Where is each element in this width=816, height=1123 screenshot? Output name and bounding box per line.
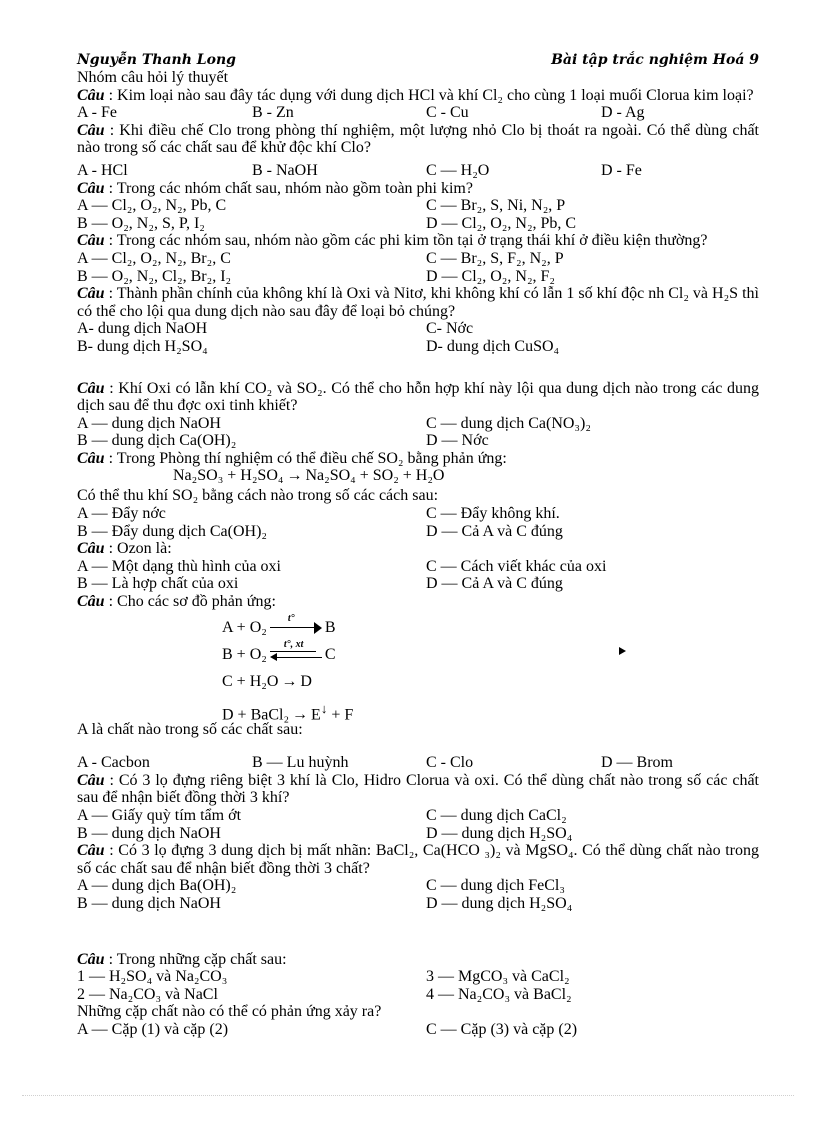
option-c: C — dung dịch FeCl₃	[426, 877, 565, 895]
option-d: D — Brom	[601, 754, 673, 772]
cau-label: Câu	[77, 593, 105, 611]
option-a: A - HCl	[77, 161, 128, 179]
cau-label: Câu	[77, 86, 105, 104]
reaction-right: D	[300, 672, 312, 690]
options-row	[77, 523, 759, 541]
options-row	[77, 320, 759, 338]
option-d: D — dung dịch H₂SO₄	[426, 824, 573, 842]
pair-1: 1 — H₂SO₄ và Na₂CO₃	[77, 968, 228, 986]
option-d: D — Nớc	[426, 432, 489, 450]
options-row	[77, 415, 759, 433]
option-a: A — Cl₂, O₂, N₂, Br₂, C	[77, 249, 231, 267]
option-c: C — dung dịch Ca(NO₃)₂	[426, 414, 591, 432]
option-d: D — dung dịch H₂SO₄	[426, 894, 573, 912]
option-a: A - Fe	[77, 104, 117, 122]
cau-label: Câu	[77, 950, 105, 968]
question-2	[77, 122, 759, 157]
option-b: B - NaOH	[252, 161, 318, 179]
options-row	[77, 895, 759, 913]
option-d: D — Cl₂, O₂, N₂, F₂	[426, 267, 555, 285]
option-b: B — dung dịch NaOH	[77, 824, 221, 842]
equation-right: Na₂SO₄ + SO₂ + H₂O	[305, 467, 445, 485]
reaction-right-extra: + F	[327, 705, 354, 723]
option-c: C — dung dịch CaCl₂	[426, 807, 567, 824]
question-11	[77, 842, 759, 877]
option-a: A — Một dạng thù hình của oxi	[77, 557, 281, 575]
option-c: C — Br₂, S, Ni, N₂, P	[426, 197, 566, 215]
option-b: B — dung dịch NaOH	[77, 894, 221, 912]
option-a: A — Đẩy nớc	[77, 505, 166, 523]
arrow-right-icon	[270, 612, 322, 634]
reaction-condition: t°	[287, 612, 295, 624]
option-a: A- dung dịch NaOH	[77, 320, 208, 338]
question-12	[77, 951, 759, 969]
option-b: B — dung dịch Ca(OH)₂	[77, 432, 237, 450]
cau-label: Câu	[77, 771, 105, 789]
option-a: A — Giấy quỳ tím tẩm ớt	[77, 807, 242, 824]
options-row	[77, 197, 759, 215]
pair-3: 3 — MgCO₃ và CaCl₂	[426, 968, 570, 986]
options-row	[77, 505, 759, 523]
question-6	[77, 380, 759, 415]
cau-label: Câu	[77, 540, 105, 558]
reaction-left: A + O₂	[222, 618, 267, 636]
cau-label: Câu	[77, 121, 105, 139]
question-text: : Cho các sơ đồ phản ứng:	[104, 593, 276, 611]
question-subtext: A là chất nào trong số các chất sau:	[77, 720, 303, 738]
pair-4: 4 — Na₂CO₃ và BaCl₂	[426, 985, 572, 1003]
section-title: Nhóm câu hỏi lý thuyết	[77, 69, 229, 86]
question-text: : Khi điều chế Clo trong phòng thí nghiệm, một lượng nhỏ Clo bị thoát ra ngoài. Có thể dùng chất nào trong số các chất sau để khử độc khí Clo?	[77, 121, 759, 157]
options-row	[77, 104, 759, 122]
header-title: Bài tập trắc nghiệm Hoá 9	[551, 52, 759, 68]
option-b: B — Lu huỳnh	[252, 754, 349, 772]
question-text: : Thành phần chính của không khí là Oxi và Nitơ, khi không khí có lẫn 1 số khí độc nh Cl₂ và H₂S thì có thể cho lội qua dung dịch nào sau đây để loại bỏ chúng?	[77, 285, 759, 320]
header-author: Nguyễn Thanh Long	[77, 52, 236, 68]
question-text: : Khí Oxi có lẫn khí CO₂ và SO₂. Có thể cho hỗn hợp khí này lội qua dung dịch nào trong các dung dịch sau để thu đợc oxi tinh khiết?	[77, 379, 759, 415]
cau-label: Câu	[77, 285, 105, 303]
pairs-row	[77, 968, 759, 986]
question-10	[77, 772, 759, 807]
question-text: : Trong các nhóm sau, nhóm nào gồm các phi kim tồn tại ở trạng thái khí ở điều kiện thường?	[104, 232, 708, 250]
options-row	[77, 807, 759, 825]
question-3	[77, 180, 759, 198]
question-text: : Ozon là:	[104, 540, 172, 558]
question-subtext: Những cặp chất nào có thể có phản ứng xảy ra?	[77, 1003, 382, 1021]
option-a: A — Cl₂, O₂, N₂, Pb, C	[77, 197, 227, 215]
options-row	[77, 754, 759, 772]
arrow-right-icon: →	[292, 705, 309, 723]
option-d: D - Fe	[601, 161, 642, 179]
reaction-left: D + BaCl₂	[222, 705, 290, 723]
options-row	[77, 432, 759, 450]
arrow-right-icon: →	[286, 467, 303, 485]
reversible-arrow-icon	[270, 638, 322, 661]
options-row	[77, 215, 759, 233]
question-text: : Kim loại nào sau đây tác dụng với dung dịch HCl và khí Cl₂ cho cùng 1 loại muối Clorua kim loại?	[104, 86, 754, 104]
spacer	[77, 356, 759, 380]
pairs-row	[77, 986, 759, 1004]
option-b: B — Là hợp chất của oxi	[77, 575, 239, 593]
option-a: A - Cacbon	[77, 754, 150, 772]
page-header	[77, 52, 759, 69]
option-c: C — Cách viết khác của oxi	[426, 557, 607, 575]
options-row	[77, 250, 759, 268]
question-1	[77, 87, 759, 105]
options-row	[77, 1021, 759, 1039]
question-text: : Trong Phòng thí nghiệm có thể điều chế SO₂ bằng phản ứng:	[104, 449, 507, 467]
cau-label: Câu	[77, 842, 105, 860]
reaction-3	[77, 673, 759, 700]
option-c: C — Cặp (3) và cặp (2)	[426, 1020, 578, 1038]
reaction-2	[77, 638, 759, 673]
option-b: B — O₂, N₂, Cl₂, Br₂, I₂	[77, 267, 232, 285]
option-a: A — Cặp (1) và cặp (2)	[77, 1020, 229, 1038]
option-b: B - Zn	[252, 104, 294, 122]
options-row	[77, 268, 759, 286]
option-c: C - Cu	[426, 104, 469, 122]
question-text: : Có 3 lọ đựng riêng biệt 3 khí là Clo, Hidro Clorua và oxi. Có thể dùng chất nào trong số các chất sau để nhận biết đồng thời 3 khí?	[77, 771, 759, 807]
question-4	[77, 232, 759, 250]
option-c: C — Đẩy không khí.	[426, 505, 560, 523]
question-9	[77, 593, 759, 611]
question-text: : Có 3 lọ đựng 3 dung dịch bị mất nhãn: BaCl₂, Ca(HCO ₃)₂ và MgSO₄. Có thể dùng chất nào trong số các chất sau để nhận biết đồng thời 3 chất?	[77, 842, 759, 877]
reaction-right: B	[324, 618, 336, 636]
options-row	[77, 825, 759, 843]
reaction-condition: t°, xt	[283, 638, 304, 650]
reaction-equation	[77, 467, 759, 487]
arrow-right-icon: →	[281, 672, 298, 690]
equation-left: Na₂SO₃ + H₂SO₄	[173, 467, 284, 485]
question-7	[77, 450, 759, 468]
option-b: B — O₂, N₂, S, P, I₂	[77, 214, 205, 232]
question-8	[77, 540, 759, 558]
option-d: D - Ag	[601, 104, 645, 122]
footer-divider	[22, 1095, 794, 1096]
option-d: D — Cả A và C đúng	[426, 522, 563, 540]
options-row	[77, 338, 759, 356]
cau-label: Câu	[77, 232, 105, 250]
cau-label: Câu	[77, 449, 105, 467]
options-row	[77, 575, 759, 593]
question-text: : Trong các nhóm chất sau, nhóm nào gồm toàn phi kim?	[104, 179, 473, 197]
precipitate-arrow-icon: ↓	[320, 700, 328, 716]
option-d: D — Cả A và C đúng	[426, 575, 563, 593]
reaction-right: C	[324, 645, 336, 663]
reaction-left: B + O₂	[222, 645, 267, 663]
reaction-4	[77, 700, 759, 727]
pair-2: 2 — Na₂CO₃ và NaCl	[77, 985, 218, 1003]
reaction-right: E	[311, 705, 321, 723]
spacer	[77, 738, 759, 754]
option-d: D — Cl₂, O₂, N₂, Pb, C	[426, 214, 577, 232]
options-row	[77, 877, 759, 895]
question-subtext: Có thể thu khí SO₂ bằng cách nào trong số các cách sau:	[77, 487, 439, 505]
question-text: : Trong những cặp chất sau:	[104, 950, 287, 968]
page	[77, 52, 759, 1039]
option-a: A — dung dịch Ba(OH)₂	[77, 877, 237, 895]
option-c: C - Clo	[426, 754, 474, 772]
option-c: C- Nớc	[426, 320, 474, 338]
reaction-left: C + H₂O	[222, 672, 279, 690]
options-row	[77, 162, 759, 180]
option-c: C — Br₂, S, F₂, N₂, P	[426, 249, 564, 267]
question-5	[77, 285, 759, 320]
spacer	[77, 913, 759, 951]
option-b: B- dung dịch H₂SO₄	[77, 337, 208, 355]
option-a: A — dung dịch NaOH	[77, 414, 221, 432]
option-b: B — Đẩy dung dịch Ca(OH)₂	[77, 522, 267, 540]
cau-label: Câu	[77, 379, 105, 397]
options-row	[77, 558, 759, 576]
cau-label: Câu	[77, 179, 105, 197]
option-c: C — H₂O	[426, 161, 490, 179]
reaction-1	[77, 612, 759, 646]
option-d: D- dung dịch CuSO₄	[426, 337, 560, 355]
